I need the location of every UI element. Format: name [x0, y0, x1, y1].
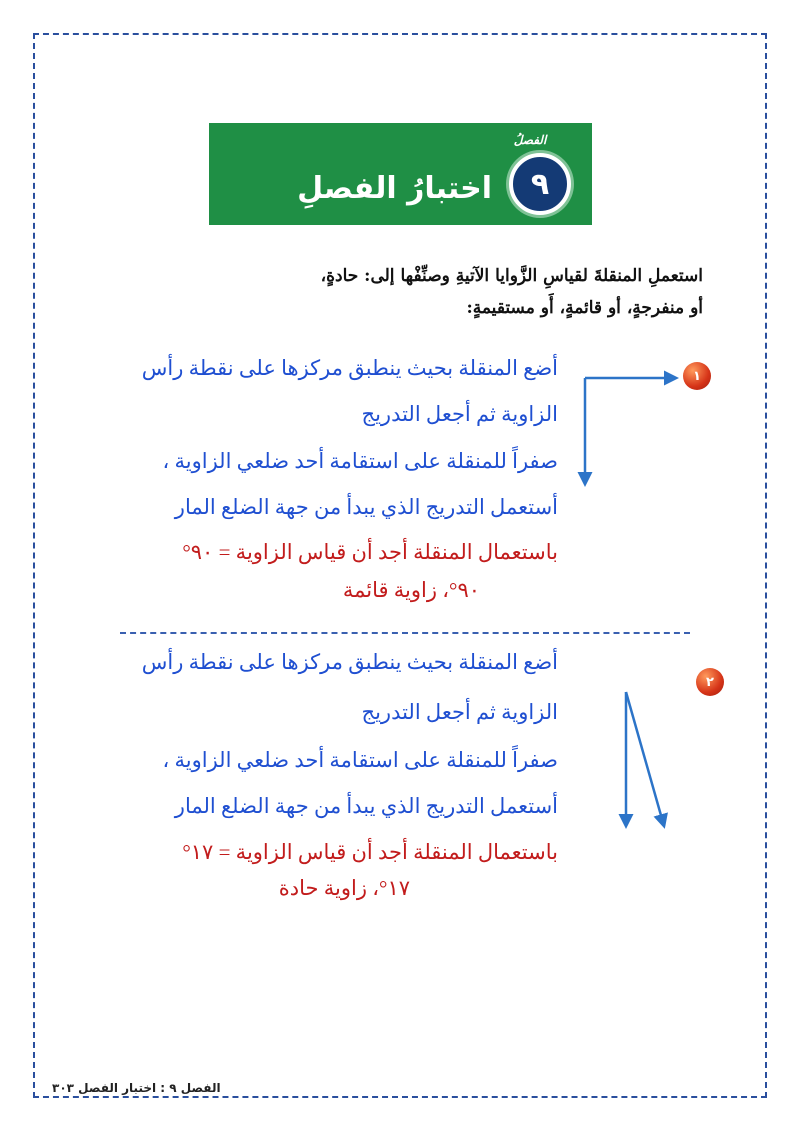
- problem-2-result: باستعمال المنقلة أجد أن قياس الزاوية = ١٧°: [182, 840, 558, 864]
- right-angle-figure: [585, 378, 676, 484]
- problem-2-number: ٢: [696, 668, 724, 696]
- problem-1-classification: ٩٠°، زاوية قائمة: [342, 578, 480, 602]
- chapter-title: اختبارُ الفصلِ: [297, 171, 492, 206]
- problem-2-line-4: أستعمل التدريج الذي يبدأ من جهة الضلع المار: [174, 794, 558, 818]
- problem-2-line-1: أضع المنقلة بحيث ينطبق مركزها على نقطة رأس: [141, 650, 558, 674]
- instruction-line-2: أو منفرجةٍ، أو قائمةٍ، أَو مستقيمةٍ:: [466, 298, 703, 318]
- instruction-line-1: استعملِ المنقلةَ لقياسِ الزَّوايا الآتيةِ وصنِّفْها إلى: حادةٍ،: [320, 266, 703, 286]
- acute-angle-figure: [626, 692, 664, 826]
- problem-2-line-3: صفراً للمنقلة على استقامة أحد ضلعي الزاوية ،: [162, 748, 558, 772]
- problem-1-number: ١: [683, 362, 711, 390]
- problem-1-line-4: أستعمل التدريج الذي يبدأ من جهة الضلع المار: [174, 495, 558, 519]
- chapter-label: الفصلُ: [513, 133, 547, 147]
- problem-1-line-3: صفراً للمنقلة على استقامة أحد ضلعي الزاوية ،: [162, 449, 558, 473]
- problem-1-line-2: الزاوية ثم أجعل التدريج: [361, 402, 558, 426]
- problem-1-line-1: أضع المنقلة بحيث ينطبق مركزها على نقطة رأس: [141, 356, 558, 380]
- problem-1-result: باستعمال المنقلة أجد أن قياس الزاوية = ٩٠°: [182, 540, 558, 564]
- page-footer: الفصل ٩ : اختبار الفصل ٣٠٣: [52, 1081, 221, 1095]
- problem-2-classification: ١٧°، زاوية حادة: [278, 876, 410, 900]
- problem-2-line-2: الزاوية ثم أجعل التدريج: [361, 700, 558, 724]
- chapter-number-badge: ٩: [509, 153, 571, 215]
